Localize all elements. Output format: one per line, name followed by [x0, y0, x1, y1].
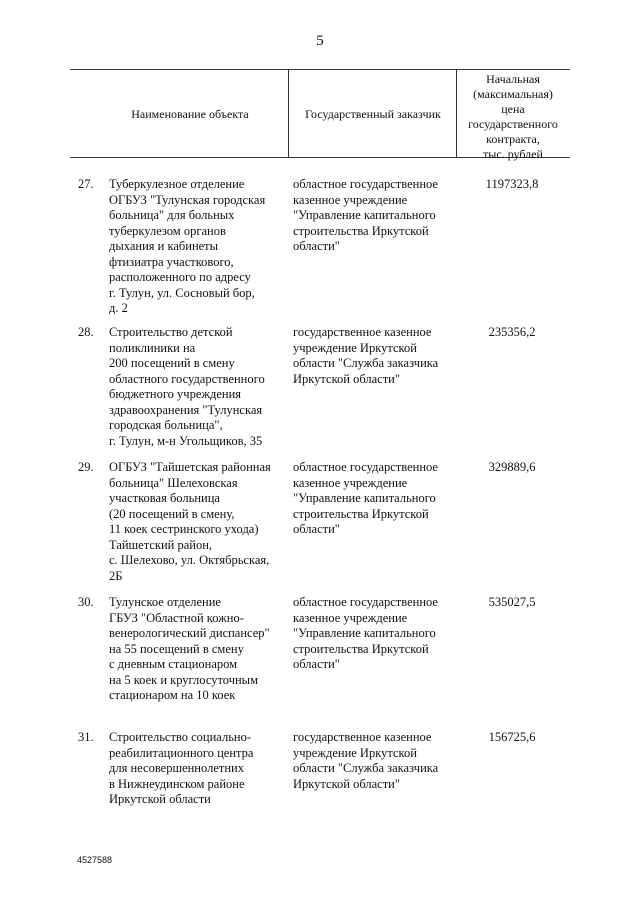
text-line: венерологический диспансер": [109, 626, 270, 640]
text-line: "Управление капитального: [293, 626, 436, 640]
text-line: области": [293, 657, 340, 671]
text-line: туберкулезом органов: [109, 223, 226, 238]
state-customer: [293, 460, 458, 538]
column-divider-2: [456, 69, 457, 157]
header-initial-price: [458, 72, 568, 162]
text-line: в Нижнеудинском районе: [109, 776, 245, 791]
text-line: областного государственного: [109, 371, 265, 386]
text-line: участковая больница: [109, 491, 220, 505]
text-line: расположенного по адресу: [109, 270, 251, 284]
text-line: казенное учреждение: [293, 475, 408, 490]
contract-price: 535027,5: [488, 595, 536, 609]
text-line: д. 2: [109, 301, 128, 315]
text-line: строительства Иркутской: [293, 506, 429, 521]
text-line: области": [293, 239, 340, 253]
text-line: области "Служба заказчика: [293, 356, 439, 370]
text-line: государственное казенное: [293, 325, 432, 339]
header-price-line: (максимальная): [473, 87, 553, 101]
text-line: областное государственное: [293, 595, 438, 609]
text-line: с дневным стационаром: [109, 657, 238, 671]
text-line: государственное казенное: [293, 730, 432, 744]
text-line: реабилитационного центра: [109, 745, 254, 760]
text-line: Тулунское отделение: [109, 595, 221, 609]
text-line: г. Тулун, м-н Угольщиков, 35: [109, 433, 263, 448]
object-name: [109, 730, 289, 808]
text-line: стационаром на 10 коек: [109, 688, 236, 702]
text-line: ОГБУЗ "Тайшетская районная: [109, 460, 271, 474]
text-line: бюджетного учреждения: [109, 387, 242, 401]
row-number: 28.: [78, 325, 94, 339]
text-line: Тайшетский район,: [109, 537, 213, 552]
row-number: 27.: [78, 177, 94, 191]
text-line: строительства Иркутской: [293, 641, 429, 656]
text-line: на 5 коек и круглосуточным: [109, 672, 258, 687]
text-line: на 55 посещений в смену: [109, 641, 244, 656]
text-line: области "Служба заказчика: [293, 761, 439, 775]
text-line: областное государственное: [293, 177, 438, 191]
text-line: поликлиники на: [109, 340, 196, 355]
header-object-name: Наименование объекта: [131, 107, 249, 121]
page-number: 5: [316, 33, 324, 49]
text-line: для несовершеннолетних: [109, 761, 244, 775]
text-line: дыхания и кабинеты: [109, 239, 219, 253]
text-line: "Управление капитального: [293, 491, 436, 505]
text-line: фтизиатра участкового,: [109, 254, 234, 269]
text-line: Иркутской области: [109, 792, 211, 806]
text-line: 2Б: [109, 568, 123, 583]
text-line: Туберкулезное отделение: [109, 177, 245, 191]
text-line: (20 посещений в смену,: [109, 506, 235, 521]
state-customer: [293, 325, 458, 387]
contract-price: 156725,6: [488, 730, 536, 744]
text-line: Иркутской области": [293, 776, 400, 791]
state-customer: [293, 177, 458, 255]
header-price-line: цена: [501, 102, 525, 116]
state-customer: [293, 595, 458, 673]
text-line: г. Тулун, ул. Сосновый бор,: [109, 285, 255, 300]
column-divider-1: [288, 69, 289, 157]
text-line: 200 посещений в смену: [109, 356, 235, 370]
state-customer: [293, 730, 458, 792]
text-line: с. Шелехово, ул. Октябрьская,: [109, 553, 270, 567]
table-top-rule: [70, 69, 570, 70]
text-line: Иркутской области": [293, 371, 400, 386]
text-line: городская больница",: [109, 418, 223, 432]
header-price-line: Начальная: [486, 72, 540, 86]
document-id: 4527588: [77, 855, 113, 865]
text-line: ОГБУЗ "Тулунская городская: [109, 192, 266, 207]
text-line: казенное учреждение: [293, 610, 408, 625]
text-line: ГБУЗ "Областной кожно-: [109, 610, 244, 625]
text-line: больница" для больных: [109, 208, 235, 222]
row-number: 29.: [78, 460, 94, 474]
text-line: строительства Иркутской: [293, 223, 429, 238]
header-price-line: государственного: [468, 117, 558, 131]
text-line: здравоохранения "Тулунская: [109, 402, 263, 417]
header-state-customer: Государственный заказчик: [305, 107, 441, 121]
text-line: "Управление капитального: [293, 208, 436, 222]
contract-price: 329889,6: [488, 460, 536, 474]
object-name: [109, 595, 289, 704]
row-number: 30.: [78, 595, 94, 609]
header-price-line: контракта,: [486, 132, 540, 146]
text-line: больница" Шелеховская: [109, 475, 238, 490]
object-name: [109, 325, 289, 449]
header-price-line: тыс. рублей: [483, 147, 543, 161]
object-name: [109, 177, 289, 317]
object-name: [109, 460, 289, 584]
text-line: областное государственное: [293, 460, 438, 474]
text-line: Строительство детской: [109, 325, 233, 339]
text-line: Строительство социально-: [109, 730, 252, 744]
contract-price: 1197323,8: [485, 177, 539, 191]
row-number: 31.: [78, 730, 94, 744]
contract-price: 235356,2: [488, 325, 536, 339]
text-line: учреждение Иркутской: [293, 340, 417, 355]
text-line: учреждение Иркутской: [293, 745, 417, 760]
text-line: 11 коек сестринского ухода): [109, 522, 259, 536]
text-line: области": [293, 522, 340, 536]
text-line: казенное учреждение: [293, 192, 408, 207]
